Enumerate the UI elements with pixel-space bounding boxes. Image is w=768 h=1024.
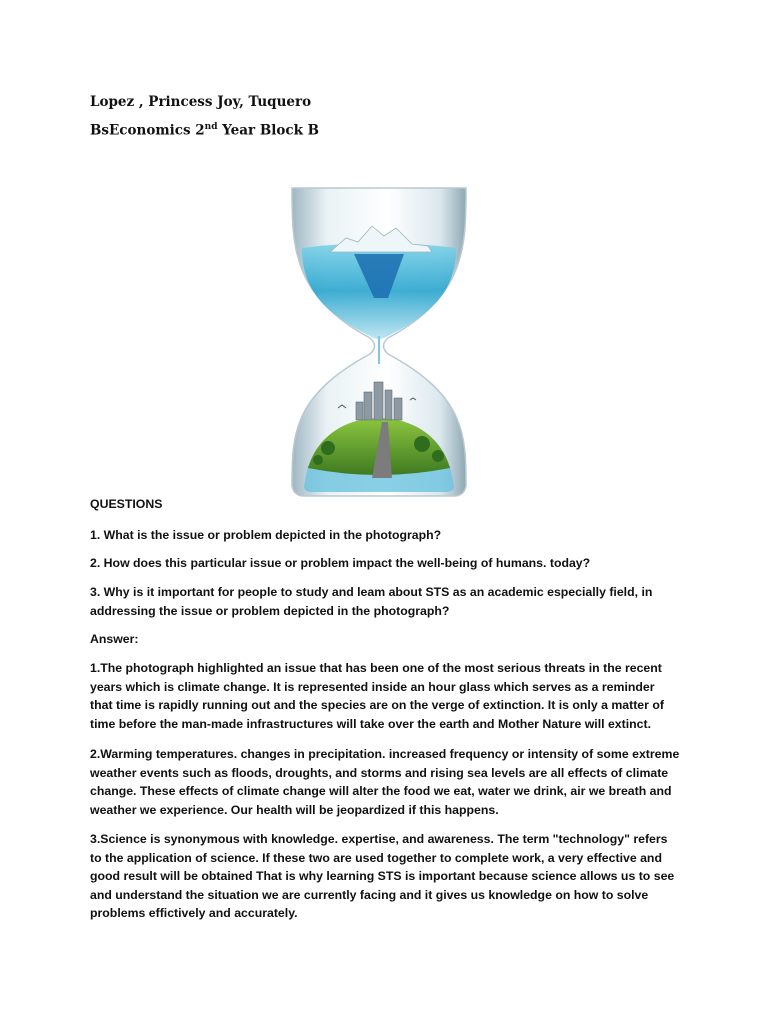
student-names: Lopez , Princess Joy, Tuquero: [90, 94, 312, 110]
water-stream: [378, 336, 380, 364]
question-2: 2. How does this particular issue or problem impact the well-being of humans. today?: [90, 556, 591, 570]
hourglass-illustration: [288, 186, 470, 498]
course-superscript: nd: [204, 122, 218, 132]
answer-heading: Answer:: [90, 632, 139, 646]
course-suffix: Year Block B: [217, 122, 320, 139]
question-1: 1. What is the issue or problem depicted in the photograph?: [90, 528, 442, 542]
question-3: 3. Why is it important for people to study and leam about STS as an academic especially field, in addressing the issue or problem depicted in the photograph?: [90, 585, 653, 618]
answer-1: 1.The photograph highlighted an issue that has been one of the most serious threats in the recent years which is climate change. It is represented inside an hour glass which serves as a reminder that time is rapidly running out and the species are on the verge of extinction. It is only a matter of time before the man-made infrastructures will take over the earth and Mother Nature will extinct.: [90, 661, 664, 731]
answer-3: 3.Science is synonymous with knowledge. expertise, and awareness. The term "technology" refers to the application of science. If these two are used together to complete work, a very effective and good result will be obtained That is why learning STS is important because science allows us to see and understand the situation we are currently facing and it gives us knowledge on how to solve problems effictively and accurately.: [90, 832, 675, 921]
hourglass-climate-change-image: [288, 186, 470, 498]
answer-2: 2.Warming temperatures. changes in precipitation. increased frequency or intensity of some extreme weather events such as floods, droughts, and storms and rising sea levels are all effects of climate change. These effects of climate change will alter the food we eat, water we drink, air we breath and weather we experience. Our health will be jeopardized if this happens.: [90, 747, 680, 817]
course-line: [90, 122, 319, 139]
questions-heading: QUESTIONS: [90, 497, 163, 511]
course-prefix: BsEconomics 2: [90, 122, 205, 139]
